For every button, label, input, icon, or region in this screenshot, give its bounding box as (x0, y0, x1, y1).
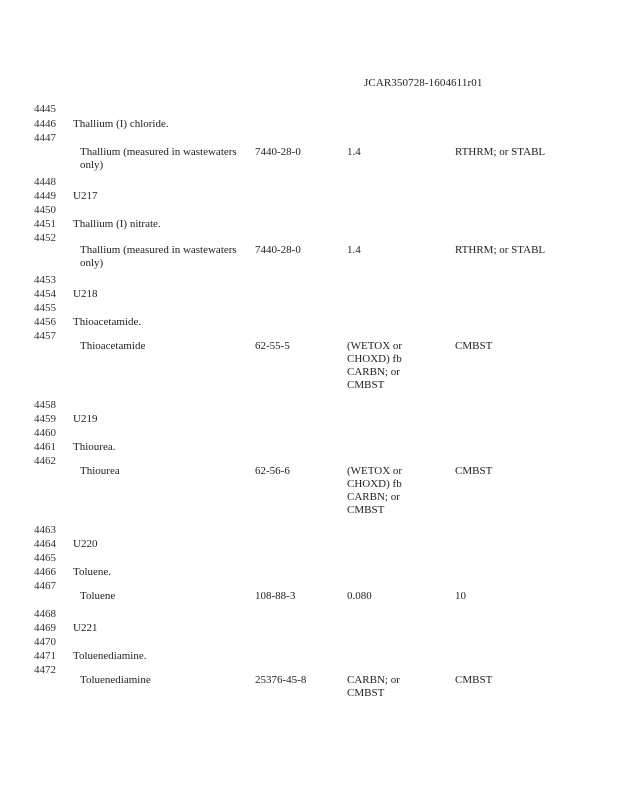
nonwastewater-standard-cell: CMBST (455, 340, 493, 352)
line-number: 4466 (34, 566, 56, 578)
constituent-cell: Thallium (measured in wastewaters only) (80, 146, 237, 171)
document-id-header: JCAR350728-1604611r01 (364, 77, 483, 89)
line-number: 4470 (34, 636, 56, 648)
line-number: 4447 (34, 132, 56, 144)
line-text: Toluene. (73, 566, 112, 578)
line-number: 4450 (34, 204, 56, 216)
line-number: 4472 (34, 664, 56, 676)
line-number: 4455 (34, 302, 56, 314)
constituent-cell: Toluenediamine (80, 674, 151, 686)
line-number: 4445 (34, 103, 56, 115)
line-number: 4448 (34, 176, 56, 188)
line-number: 4460 (34, 427, 56, 439)
constituent-cell: Thioacetamide (80, 340, 146, 352)
line-text: U218 (73, 288, 98, 300)
cas-number-cell: 62-55-5 (255, 340, 290, 352)
line-number: 4452 (34, 232, 56, 244)
wastewater-standard-cell: (WETOX or CHOXD) fb CARBN; or CMBST (347, 340, 403, 391)
line-number: 4457 (34, 330, 56, 342)
cas-number-cell: 7440-28-0 (255, 146, 301, 158)
cas-number-cell: 108-88-3 (255, 590, 296, 602)
constituent-cell: Thiourea (80, 465, 120, 477)
line-number: 4446 (34, 118, 56, 130)
cas-number-cell: 25376-45-8 (255, 674, 307, 686)
line-text: Toluenediamine. (73, 650, 147, 662)
line-text: Thallium (I) nitrate. (73, 218, 161, 230)
line-text: Thallium (I) chloride. (73, 118, 169, 130)
line-text: U219 (73, 413, 98, 425)
wastewater-standard-cell: 0.080 (347, 590, 372, 602)
line-text: Thiourea. (73, 441, 116, 453)
line-number: 4458 (34, 399, 56, 411)
line-text: U220 (73, 538, 98, 550)
line-number: 4468 (34, 608, 56, 620)
line-number: 4464 (34, 538, 56, 550)
line-number: 4462 (34, 455, 56, 467)
line-number: 4471 (34, 650, 56, 662)
cas-number-cell: 62-56-6 (255, 465, 290, 477)
nonwastewater-standard-cell: CMBST (455, 465, 493, 477)
cas-number-cell: 7440-28-0 (255, 244, 301, 256)
nonwastewater-standard-cell: RTHRM; or STABL (455, 146, 546, 158)
line-number: 4456 (34, 316, 56, 328)
line-text: U217 (73, 190, 98, 202)
line-number: 4461 (34, 441, 56, 453)
constituent-cell: Thallium (measured in wastewaters only) (80, 244, 237, 269)
line-number: 4463 (34, 524, 56, 536)
line-text: Thioacetamide. (73, 316, 142, 328)
line-number: 4465 (34, 552, 56, 564)
wastewater-standard-cell: CARBN; or CMBST (347, 674, 400, 699)
line-number: 4467 (34, 580, 56, 592)
line-number: 4454 (34, 288, 56, 300)
line-text: U221 (73, 622, 98, 634)
wastewater-standard-cell: 1.4 (347, 244, 361, 256)
constituent-cell: Toluene (80, 590, 116, 602)
nonwastewater-standard-cell: RTHRM; or STABL (455, 244, 546, 256)
line-number: 4469 (34, 622, 56, 634)
line-number: 4453 (34, 274, 56, 286)
line-number: 4449 (34, 190, 56, 202)
wastewater-standard-cell: (WETOX or CHOXD) fb CARBN; or CMBST (347, 465, 403, 516)
nonwastewater-standard-cell: CMBST (455, 674, 493, 686)
wastewater-standard-cell: 1.4 (347, 146, 361, 158)
nonwastewater-standard-cell: 10 (455, 590, 466, 602)
line-number: 4459 (34, 413, 56, 425)
line-number: 4451 (34, 218, 56, 230)
